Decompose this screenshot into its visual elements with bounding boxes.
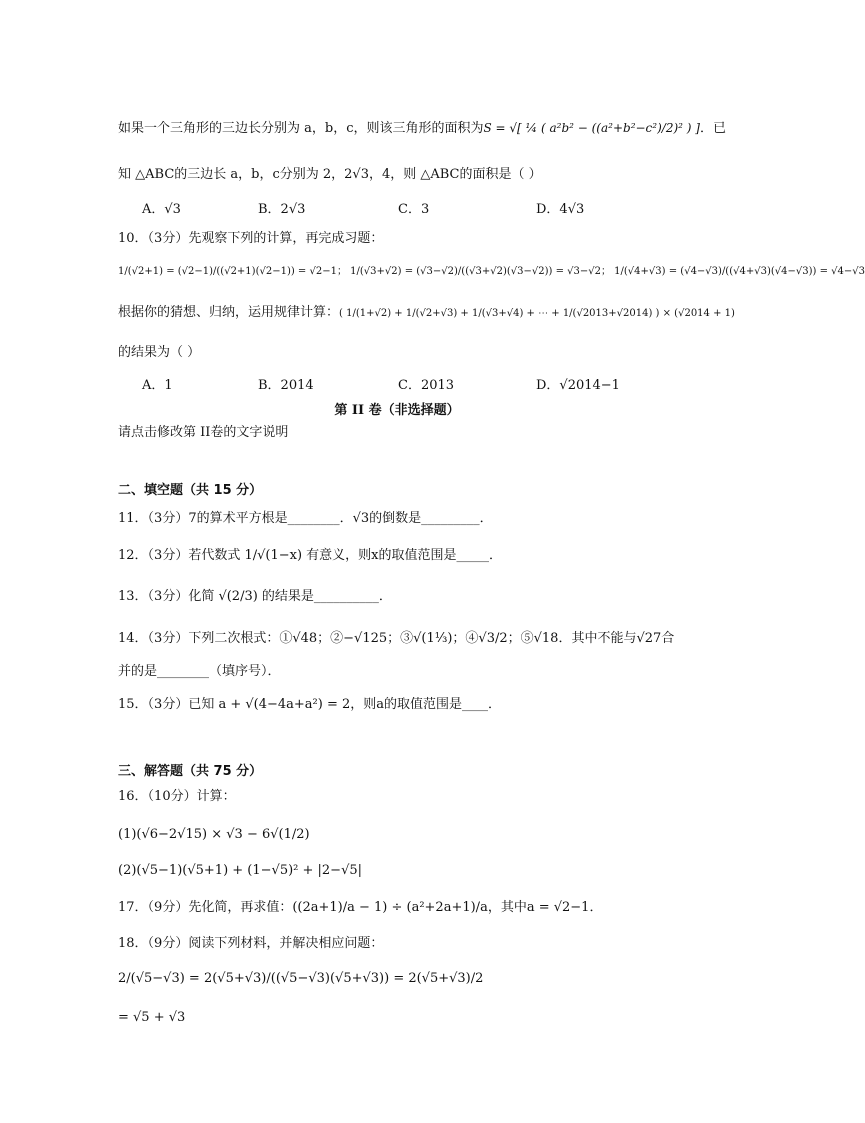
q13: 13．（3分）化简 √(2/3) 的结果是__________． bbox=[118, 589, 392, 604]
q9-option-d: D．4√3 bbox=[536, 202, 585, 217]
q10-example-1: 1/(√2+1) = (√2−1)/((√2+1)(√2−1)) = √2−1； bbox=[118, 266, 347, 277]
q9-option-a: A．√3 bbox=[142, 202, 181, 217]
q14-line1: 14．（3分）下列二次根式：①√48；②−√125；③√(1⅓)；④√3/2；⑤√18．其中不能与√27合 bbox=[118, 631, 675, 646]
q10-task: 根据你的猜想、归纳，运用规律计算： bbox=[118, 305, 340, 320]
q16-part2: (2)(√5−1)(√5+1) + (1−√5)² + |2−√5| bbox=[118, 863, 363, 878]
q9-line2: 知 △ABC的三边长 a，b，c分别为 2，2√3，4，则 △ABC的面积是（ ） bbox=[118, 167, 542, 182]
q16: 16．（10分）计算： bbox=[118, 789, 236, 804]
q9-option-b: B．2√3 bbox=[258, 202, 306, 217]
q10-example-3: 1/(√4+√3) = (√4−√3)/((√4+√3)(√4−√3)) = √4−√3 bbox=[614, 266, 865, 277]
q10-expression: ( 1/(1+√2) + 1/(√2+√3) + 1/(√3+√4) + ⋯ + 1/(√2013+√2014) ) × (√2014 + 1) bbox=[339, 308, 735, 319]
sec3-heading: 三、解答题（共 75 分） bbox=[118, 764, 263, 779]
q9-line1 bbox=[118, 118, 726, 139]
q18-equation-2: = √5 + √3 bbox=[118, 1010, 186, 1025]
q10-result: 的结果为（ ） bbox=[118, 345, 201, 360]
q14-line2: 并的是________（填序号）． bbox=[118, 664, 281, 679]
q16-part1: (1)(√6−2√15) × √3 − 6√(1/2) bbox=[118, 827, 310, 842]
sec2-heading: 二、填空题（共 15 分） bbox=[118, 483, 263, 498]
area-formula: S = √[ ¼ ( a²b² − ((a²+b²−c²)/2)² ) ] bbox=[483, 121, 700, 135]
q9-text-end: ．已 bbox=[699, 121, 726, 136]
q10-option-b: B．2014 bbox=[258, 378, 314, 393]
q10-task-line bbox=[118, 303, 735, 324]
q10-example-2: 1/(√3+√2) = (√3−√2)/((√3+√2)(√3−√2)) = √3−√2； bbox=[350, 266, 611, 277]
q10-option-d: D．√2014−1 bbox=[536, 378, 620, 393]
q11: 11．（3分）7的算术平方根是________．√3的倒数是_________． bbox=[118, 511, 493, 526]
part2-title: 第 II 卷（非选择题） bbox=[334, 403, 460, 418]
q18-equation-1: 2/(√5−√3) = 2(√5+√3)/((√5−√3)(√5+√3)) = 2(√5+√3)/2 bbox=[118, 971, 484, 986]
q10-stem: 10．（3分）先观察下列的计算，再完成习题： bbox=[118, 231, 384, 246]
q18: 18．（9分）阅读下列材料，并解决相应问题： bbox=[118, 936, 384, 951]
q15: 15．（3分）已知 a + √(4−4a+a²) = 2，则a的取值范围是____． bbox=[118, 697, 501, 712]
q9-text: 如果一个三角形的三边长分别为 a，b，c，则该三角形的面积为 bbox=[118, 121, 484, 136]
q10-option-a: A．1 bbox=[142, 378, 173, 393]
q10-option-c: C．2013 bbox=[398, 378, 455, 393]
part2-note[interactable]: 请点击修改第 II卷的文字说明 bbox=[118, 425, 289, 440]
q10-examples bbox=[118, 262, 865, 282]
q17: 17．（9分）先化简，再求值：((2a+1)/a − 1) ÷ (a²+2a+1)/a，其中a = √2−1． bbox=[118, 900, 603, 915]
q12: 12．（3分）若代数式 1/√(1−x) 有意义，则x的取值范围是_____． bbox=[118, 548, 502, 563]
q9-option-c: C．3 bbox=[398, 202, 430, 217]
